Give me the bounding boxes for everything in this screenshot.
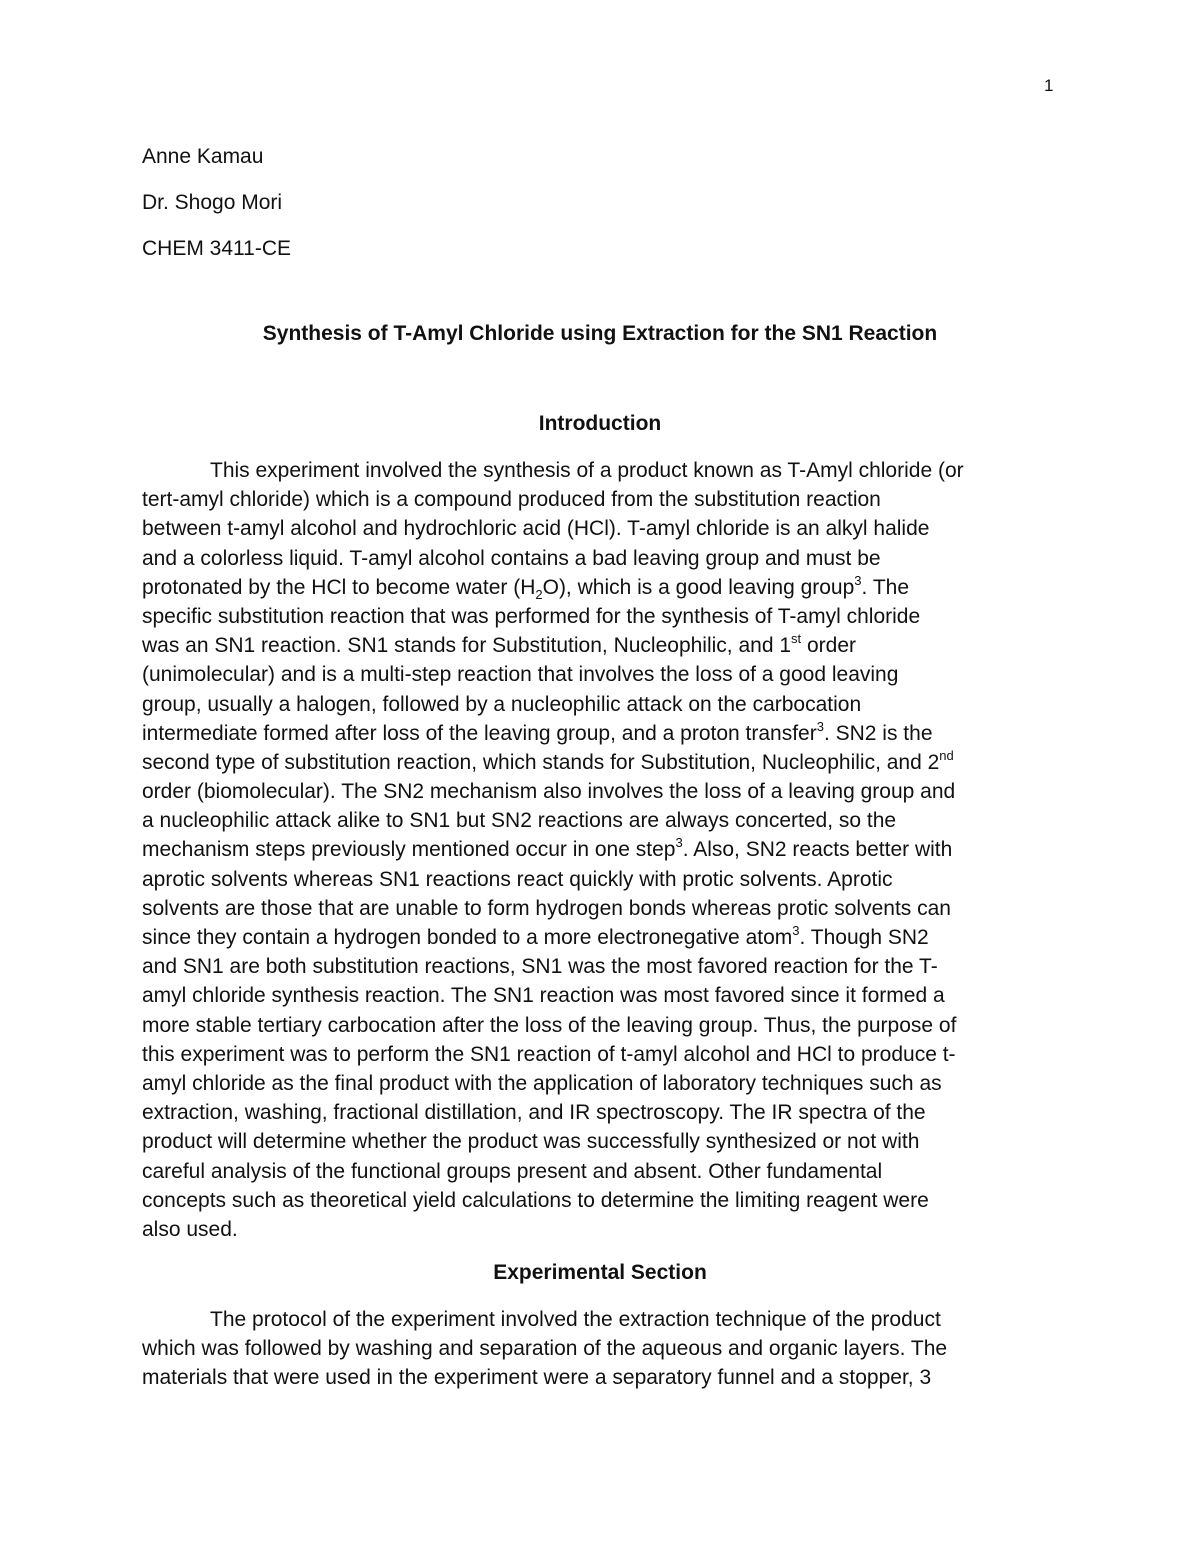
line-text: . SN2 is the (823, 721, 933, 745)
citation-superscript: 3 (792, 923, 800, 938)
line-text: intermediate formed after loss of the leaving group, and a proton transfer (142, 721, 817, 745)
line-text: since they contain a hydrogen bonded to a more electronegative atom (142, 926, 793, 949)
line-text: protonated by the HCl to become water (H (142, 575, 536, 599)
page-number: 1 (1044, 76, 1054, 95)
citation-superscript: 3 (675, 835, 683, 851)
paragraph-line: solvents are those that are unable to form hydrogen bonds whereas protic solvents can (142, 896, 951, 920)
paragraph-line: specific substitution reaction that was performed for the synthesis of T-amyl chloride (142, 604, 921, 628)
paragraph-line: product will determine whether the product was successfully synthesized or not with (142, 1130, 920, 1154)
paragraph-line: concepts such as theoretical yield calculations to determine the limiting reagent were (142, 1188, 929, 1212)
paragraph-line: also used. (142, 1217, 238, 1241)
paragraph-line: this experiment was to perform the SN1 reaction of t-amyl alcohol and HCl to produce t- (142, 1042, 956, 1066)
document-title: Synthesis of T-Amyl Chloride using Extraction for the SN1 Reaction (262, 322, 938, 345)
instructor-name: Dr. Shogo Mori (142, 191, 283, 214)
paragraph-line (142, 631, 1062, 660)
paragraph-line (142, 573, 1062, 602)
course-code: CHEM 3411-CE (142, 237, 291, 260)
paragraph-line: between t-amyl alcohol and hydrochloric acid (HCl). T-amyl chloride is an alkyl halide (142, 517, 930, 541)
paragraph-line: extraction, washing, fractional distillation, and IR spectroscopy. The IR spectra of the (142, 1101, 926, 1125)
subscript: 2 (535, 586, 543, 602)
paragraph-line: a nucleophilic attack alike to SN1 but SN2 reactions are always concerted, so the (142, 809, 897, 833)
paragraph-line: amyl chloride as the final product with the application of laboratory techniques such as (142, 1071, 942, 1095)
paragraph-line: aprotic solvents whereas SN1 reactions react quickly with protic solvents. Aprotic (142, 867, 893, 891)
line-text: second type of substitution reaction, which stands for Substitution, Nucleophilic, and 2 (142, 750, 940, 774)
paragraph-line: group, usually a halogen, followed by a nucleophilic attack on the carbocation (142, 692, 862, 716)
paragraph-line: more stable tertiary carbocation after the loss of the leaving group. Thus, the purpose of (142, 1013, 957, 1037)
paragraph-line (142, 719, 1062, 748)
line-text: O), which is a good leaving group (542, 575, 855, 599)
line-text: . The (861, 575, 910, 599)
line-text: . Though SN2 (799, 926, 929, 949)
paragraph-line (142, 835, 1062, 864)
author-name: Anne Kamau (142, 145, 264, 168)
paragraph-line: amyl chloride synthesis reaction. The SN1 reaction was most favored since it formed a (142, 984, 945, 1008)
paragraph-line: which was followed by washing and separation of the aqueous and organic layers. The (142, 1337, 948, 1361)
introduction-paragraph (142, 456, 1062, 1244)
paragraph-line: tert-amyl chloride) which is a compound produced from the substitution reaction (142, 488, 881, 512)
ordinal-superscript: nd (939, 747, 954, 763)
experimental-heading: Experimental Section (493, 1261, 707, 1284)
introduction-heading: Introduction (538, 412, 662, 435)
paragraph-line: and SN1 are both substitution reactions, SN1 was the most favored reaction for the T- (142, 955, 938, 979)
citation-superscript: 3 (854, 572, 862, 588)
paragraph-line (142, 748, 1062, 777)
paragraph-line: and a colorless liquid. T-amyl alcohol contains a bad leaving group and must be (142, 546, 881, 570)
paragraph-line: (unimolecular) and is a multi-step reaction that involves the loss of a good leaving (142, 663, 899, 687)
line-text: was an SN1 reaction. SN1 stands for Substitution, Nucleophilic, and 1 (142, 634, 792, 658)
line-text: . Also, SN2 reacts better with (682, 838, 953, 862)
paragraph-line: This experiment involved the synthesis of a product known as T-Amyl chloride (or (210, 459, 964, 482)
paragraph-line: order (biomolecular). The SN2 mechanism also involves the loss of a leaving group and (142, 780, 956, 804)
paragraph-line: The protocol of the experiment involved the extraction technique of the product (210, 1308, 941, 1331)
line-text: order (801, 634, 857, 658)
line-text: mechanism steps previously mentioned occur in one step (142, 838, 676, 862)
paragraph-line (142, 923, 1062, 952)
citation-superscript: 3 (816, 718, 824, 734)
paragraph-line: careful analysis of the functional groups present and absent. Other fundamental (142, 1159, 883, 1183)
experimental-paragraph (142, 1305, 1062, 1393)
header-block (142, 143, 291, 281)
paragraph-line: materials that were used in the experiment were a separatory funnel and a stopper, 3 (142, 1366, 932, 1390)
ordinal-superscript: st (791, 631, 802, 647)
